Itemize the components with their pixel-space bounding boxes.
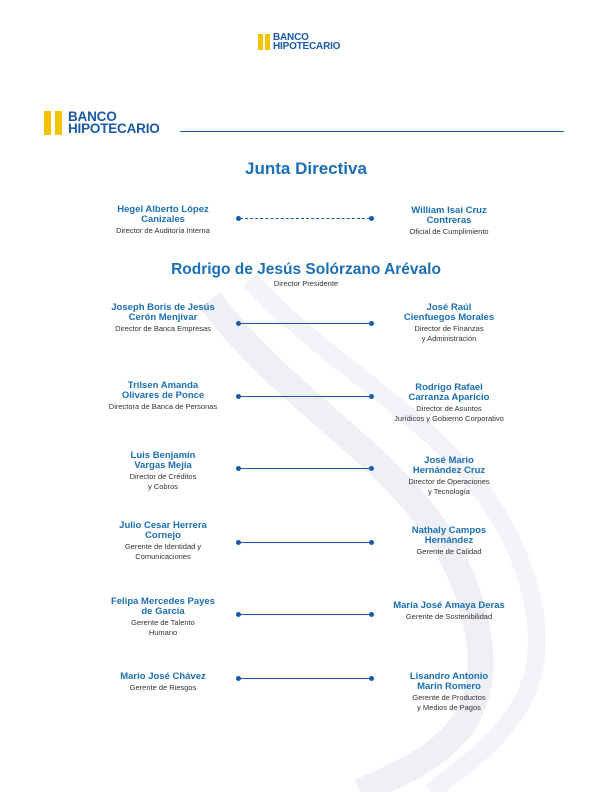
- person-name: Joseph Boris de Jesús Cerón Menjívar: [111, 302, 215, 323]
- person-name: Mario José Chávez: [120, 671, 206, 682]
- executive-left: [92, 381, 234, 412]
- executive-right: [372, 601, 526, 622]
- board-title: Junta Directiva: [245, 159, 367, 178]
- logo-line-1: BANCO: [273, 32, 309, 43]
- person-role: Director de Auditoría Interna: [116, 225, 210, 235]
- person-role: Gerente de Calidad: [416, 546, 482, 556]
- logo-line-2: HIPOTECARIO: [68, 121, 160, 137]
- logo-line-1: BANCO: [68, 109, 117, 124]
- board-member-left: [92, 205, 234, 236]
- person-role: Gerente de Productos y Medios de Pagos: [412, 692, 486, 713]
- connector-line: [240, 218, 370, 219]
- connector-line: [240, 542, 370, 543]
- person-name: Trilsen Amanda Olivares de Ponce: [121, 380, 205, 401]
- logo-bars-icon: [44, 111, 62, 135]
- person-role: Director de Operaciones y Tecnología: [408, 476, 490, 497]
- person-name: William Isaí Cruz Contreras: [411, 205, 487, 226]
- person-name: María José Amaya Deras: [393, 600, 505, 611]
- connector: [236, 466, 374, 470]
- executive-left: [92, 303, 234, 334]
- section-logo: [44, 111, 160, 136]
- logo-line-2: HIPOTECARIO: [273, 41, 341, 53]
- executive-left: [92, 672, 234, 693]
- connector: [236, 394, 374, 398]
- connector-line: [240, 468, 370, 469]
- executive-right: [372, 383, 526, 424]
- person-role: Directora de Banca de Personas: [108, 401, 218, 411]
- person-name: Hegel Alberto López Canizales: [117, 204, 209, 225]
- person-name: Nathaly Campos Hernández: [411, 525, 487, 546]
- person-role: Director de Asuntos Jurídicos y Gobierno Corporativo: [394, 403, 504, 424]
- connector-line: [240, 323, 370, 324]
- executive-left: [92, 597, 234, 638]
- person-name: José Mario Hernández Cruz: [412, 455, 486, 476]
- person-role: Gerente de Riesgos: [129, 682, 197, 692]
- person-role: Director de Banca Empresas: [115, 323, 211, 333]
- executive-left: [92, 521, 234, 562]
- connector-line: [240, 678, 370, 679]
- person-name: Rodrigo Rafael Carranza Aparicio: [408, 382, 490, 403]
- person-role: Gerente de Identidad y Comunicaciones: [124, 541, 202, 562]
- connector: [236, 612, 374, 616]
- connector-line: [240, 614, 370, 615]
- person-name: José Raúl Cienfuegos Morales: [403, 302, 495, 323]
- person-role: Oficial de Cumplimiento: [409, 226, 489, 236]
- president-role: Director Presidente: [273, 279, 339, 288]
- executive-right: [372, 672, 526, 713]
- person-name: Luis Benjamín Vargas Mejía: [130, 450, 196, 471]
- board-member-right: [372, 206, 526, 237]
- logo-bars-icon: [258, 34, 270, 50]
- connector: [236, 321, 374, 325]
- executive-right: [372, 456, 526, 497]
- person-role: Gerente de Sostenibilidad: [405, 611, 493, 621]
- header-logo: [258, 33, 340, 51]
- executive-right: [372, 303, 526, 344]
- executive-right: [372, 526, 526, 557]
- person-name: Julio Cesar Herrera Cornejo: [119, 520, 207, 541]
- connector: [236, 540, 374, 544]
- connector-line: [240, 396, 370, 397]
- person-role: Director de Créditos y Cobros: [129, 471, 197, 492]
- person-name: Lisandro Antonio Marín Romero: [409, 671, 489, 692]
- person-role: Director de Finanzas y Administración: [414, 323, 484, 344]
- person-role: Gerente de Talento Humano: [131, 617, 195, 638]
- person-name: Felipa Mercedes Payes de García: [110, 596, 216, 617]
- dashed-connector: [236, 216, 374, 220]
- executive-left: [92, 451, 234, 492]
- connector: [236, 676, 374, 680]
- header-divider: [180, 131, 564, 132]
- president-name: Rodrigo de Jesús Solórzano Arévalo: [171, 261, 441, 278]
